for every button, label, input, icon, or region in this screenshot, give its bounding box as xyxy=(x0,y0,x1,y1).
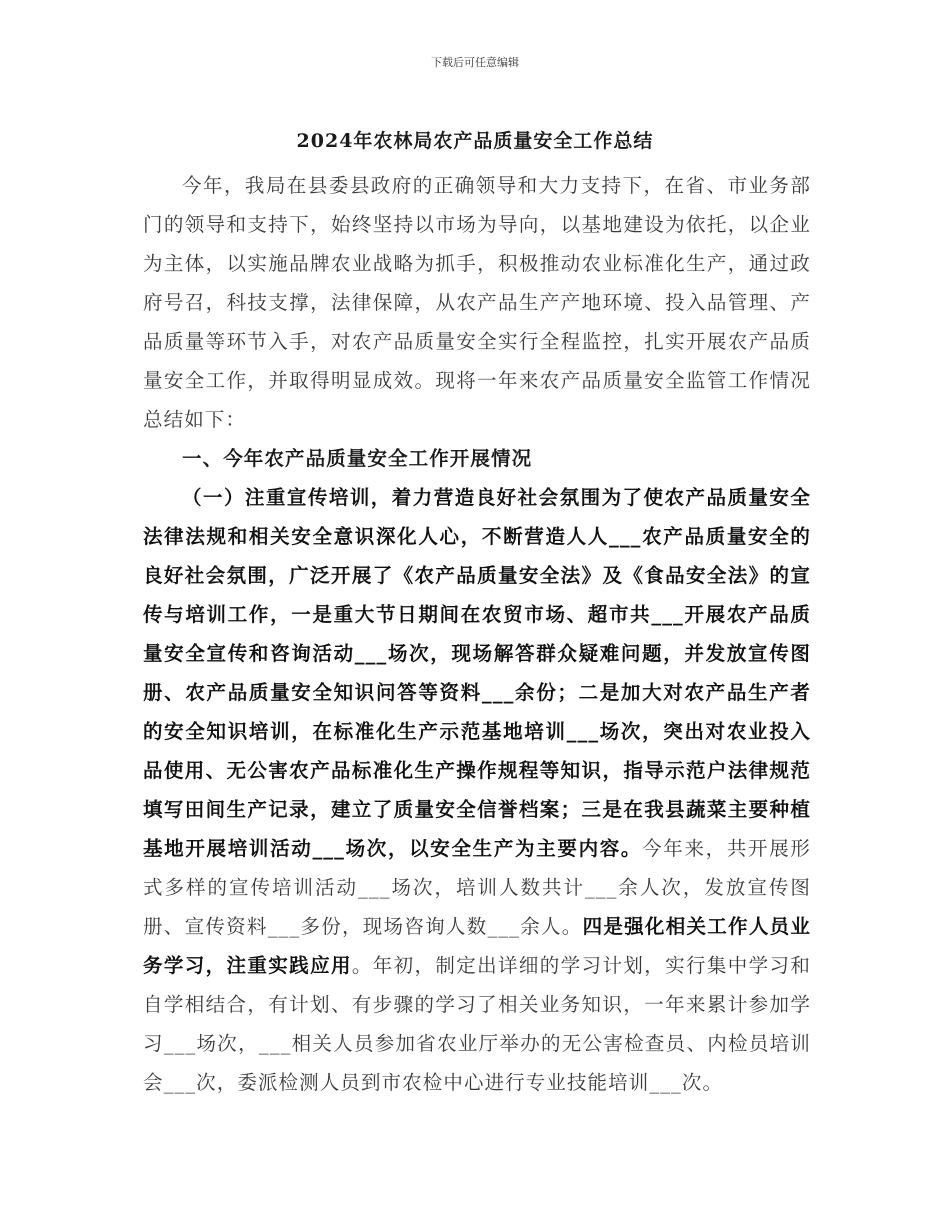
paragraph-1-normal-text: 今年来，共开展形式多样的宣传培训活动___场次，培训人数共计___余人次，发放宣传图册、宣传资料___多份，现场咨询人数___余人。 xyxy=(143,837,811,938)
section-heading-1: 一、今年农产品质量安全工作开展情况 xyxy=(182,447,533,470)
document-title: 2024年农林局农产品质量安全工作总结 xyxy=(296,130,654,152)
document-body xyxy=(143,166,811,1102)
paragraph-1-bold-text: （一）注重宣传培训，着力营造良好社会氛围为了使农产品质量安全法律法规和相关安全意识深化人心，不断营造人人___农产品质量安全的良好社会氛围，广泛开展了《农产品质量安全法》及《食品安全法》的宣传与培训工作，一是重大节日期间在农贸市场、超市共___开展农产品质量安全宣传和咨询活动___场次，现场解答群众疑难问题，并发放宣传图册、农产品质量安全知识问答等资料___余份；二是加大对农产品生产者的安全知识培训，在标准化生产示范基地培训___场次，突出对农业投入品使用、无公害农产品标准化生产操作规程等知识，指导示范户法律规范填写田间生产记录，建立了质量安全信誉档案；三是在我县蔬菜主要种植基地开展培训活动___场次，以安全生产为主要内容。 xyxy=(143,486,811,860)
paragraph-1-bold-text-2: 四是强化相关工作人员业务学习，注重实践应用 xyxy=(143,915,811,977)
intro-paragraph: 今年，我局在县委县政府的正确领导和大力支持下，在省、市业务部门的领导和支持下，始终坚持以市场为导向，以基地建设为依托，以企业为主体，以实施品牌农业战略为抓手，积极推动农业标准化生产，通过政府号召，科技支撑，法律保障，从农产品生产产地环境、投入品管理、产品质量等环节入手，对农产品质量安全实行全程监控，扎实开展农产品质量安全工作，并取得明显成效。现将一年来农产品质量安全监管工作情况总结如下： xyxy=(143,174,811,431)
header-note: 下载后可任意编辑 xyxy=(431,56,519,69)
paragraph-1 xyxy=(143,478,811,1102)
paragraph-1-normal-text-2: 。年初，制定出详细的学习计划，实行集中学习和自学相结合，有计划、有步骤的学习了相关业务知识，一年来累计参加学习___场次，___相关人员参加省农业厅举办的无公害检查员、内检员培训会___次，委派检测人员到市农检中心进行专业技能培训___次。 xyxy=(143,954,811,1094)
